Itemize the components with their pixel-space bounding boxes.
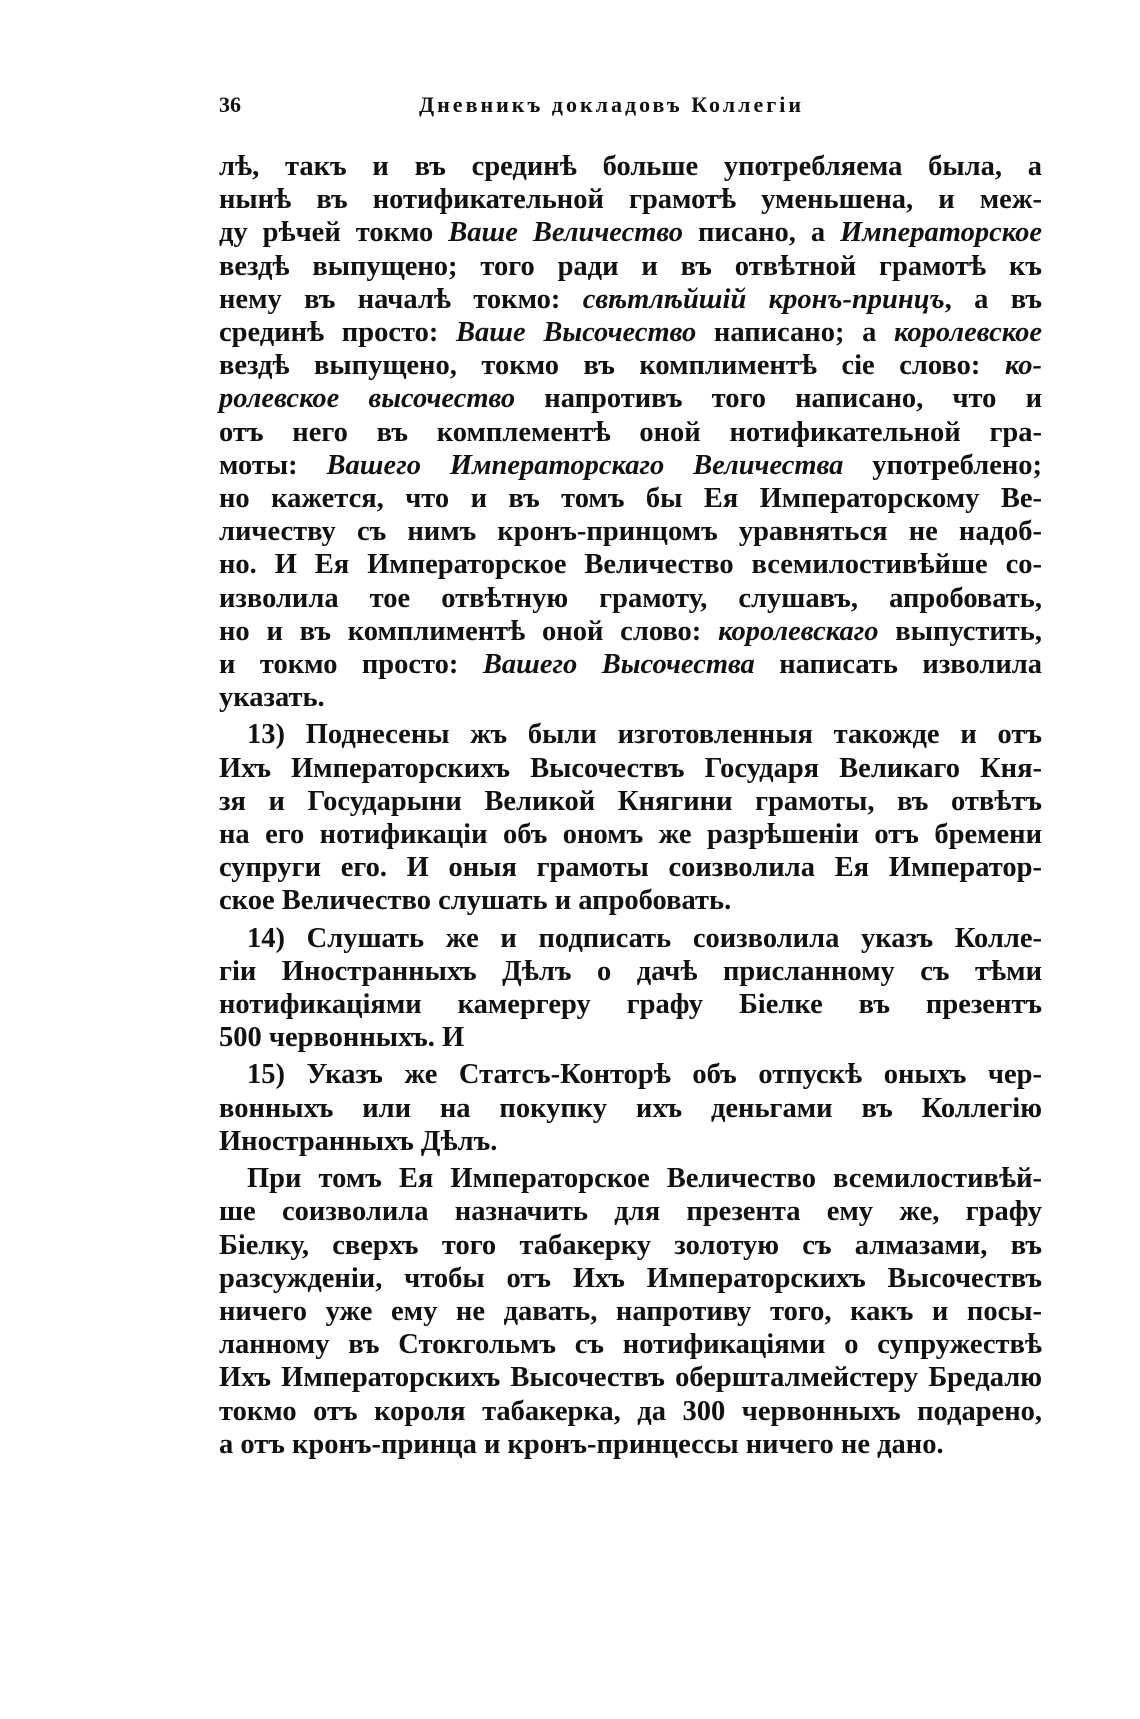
italic-segment: королевское xyxy=(894,317,1042,349)
text-line xyxy=(219,648,1042,681)
text-segment: но. И Ея Императорское Величество всемилостивѣйше со- xyxy=(219,549,1042,581)
text-segment: 14) Слушать же и подписать соизволила указъ Колле- xyxy=(247,922,1042,954)
italic-segment: Вашего Высочества xyxy=(482,649,755,681)
text-segment: ланному въ Стокгольмъ съ нотификаціями о супружествѣ xyxy=(219,1329,1042,1361)
text-segment: вездѣ выпущено; того ради и въ отвѣтной грамотѣ къ xyxy=(219,250,1042,282)
text-line xyxy=(219,216,1042,249)
text-line xyxy=(219,718,1042,751)
text-segment: отъ него въ комплементѣ оной нотификательной гра- xyxy=(219,416,1042,448)
text-segment: , а въ xyxy=(944,283,1042,315)
body-text xyxy=(219,150,1042,1461)
text-line xyxy=(219,150,1042,183)
text-segment: написано; а xyxy=(696,317,895,349)
text-line xyxy=(219,1395,1042,1428)
text-line xyxy=(219,482,1042,515)
text-segment: ничего уже ему не давать, напротиву того, какъ и посы- xyxy=(219,1295,1042,1327)
text-line xyxy=(219,416,1042,449)
text-line xyxy=(219,851,1042,884)
text-segment: разсужденіи, чтобы отъ Ихъ Императорскихъ Высочествъ xyxy=(219,1262,1042,1294)
text-segment: 13) Поднесены жъ были изготовленныя такожде и отъ xyxy=(247,719,1042,751)
text-segment: 500 червонныхъ. И xyxy=(219,1022,465,1054)
text-segment: Ихъ Императорскихъ Высочествъ Государя Великаго Кня- xyxy=(219,752,1042,784)
text-segment: моты: xyxy=(219,449,327,481)
text-line xyxy=(219,615,1042,648)
text-line xyxy=(219,283,1042,316)
text-line xyxy=(219,183,1042,216)
text-segment: лѣ, такъ и въ срединѣ больше употребляема была, а xyxy=(219,151,1042,182)
text-segment: указать. xyxy=(219,682,325,714)
text-segment: 15) Указъ же Статсъ-Конторѣ объ отпускѣ оныхъ чер- xyxy=(247,1059,1042,1091)
text-line xyxy=(219,1058,1042,1091)
text-line xyxy=(219,1092,1042,1125)
text-segment: но кажется, что и въ томъ бы Ея Императорскому Ве- xyxy=(219,483,1042,515)
text-segment: употреблено; xyxy=(843,449,1043,481)
text-segment: Біелку, сверхъ того табакерку золотую съ алмазами, въ xyxy=(219,1229,1042,1261)
text-line xyxy=(219,1229,1042,1262)
text-segment: токмо отъ короля табакерка, да 300 червонныхъ подарено, xyxy=(219,1395,1042,1427)
text-segment: нотификаціями камергеру графу Біелке въ презентъ xyxy=(219,989,1042,1021)
text-line xyxy=(219,250,1042,283)
text-line xyxy=(219,382,1042,415)
text-line xyxy=(219,785,1042,818)
text-segment: но и въ комплиментѣ оной слово: xyxy=(219,615,719,647)
text-line xyxy=(219,1295,1042,1328)
text-segment: ше соизволила назначить для презента ему же, графу xyxy=(219,1196,1042,1228)
italic-segment: Императорское xyxy=(840,217,1042,249)
text-segment: вонныхъ или на покупку ихъ деньгами въ Коллегію xyxy=(219,1092,1042,1124)
text-line xyxy=(219,582,1042,615)
italic-segment: ролевское высочество xyxy=(219,383,516,415)
text-segment: личеству съ нимъ кронъ-принцомъ уравняться не надоб- xyxy=(219,516,1042,548)
text-line xyxy=(219,988,1042,1021)
text-line xyxy=(219,1162,1042,1195)
text-segment: Ихъ Императорскихъ Высочествъ обершталмейстеру Бредалю xyxy=(219,1362,1042,1394)
italic-segment: Вашего Императорскаго Величества xyxy=(326,449,844,481)
italic-segment: Ваше Высочество xyxy=(456,317,697,349)
italic-segment: свѣтлѣйшій кронъ-принцъ xyxy=(582,283,945,315)
text-line xyxy=(219,681,1042,714)
text-line xyxy=(219,1328,1042,1361)
text-segment: и токмо просто: xyxy=(219,649,483,681)
text-line xyxy=(219,316,1042,349)
text-segment: изволила тое отвѣтную грамоту, слушавъ, апробовать, xyxy=(219,582,1042,614)
text-line xyxy=(219,515,1042,548)
text-line xyxy=(219,1262,1042,1295)
text-segment: вездѣ выпущено, токмо въ комплиментѣ сіе слово: xyxy=(219,350,1005,382)
text-segment: напротивъ того написано, что и xyxy=(515,383,1043,415)
text-line xyxy=(219,955,1042,988)
text-line xyxy=(219,922,1042,955)
text-segment: Иностранныхъ Дѣлъ. xyxy=(219,1125,498,1157)
italic-segment: ко- xyxy=(1004,350,1042,382)
text-line xyxy=(219,548,1042,581)
text-line xyxy=(219,1428,1042,1461)
text-line xyxy=(219,884,1042,917)
text-line xyxy=(219,1021,1042,1054)
text-segment: гіи Иностранныхъ Дѣлъ о дачѣ присланному съ тѣми xyxy=(219,955,1042,987)
text-segment: срединѣ просто: xyxy=(219,317,457,349)
text-segment: выпустить, xyxy=(878,615,1043,647)
text-line xyxy=(219,449,1042,482)
text-segment: ду рѣчей токмо xyxy=(219,217,449,249)
text-line xyxy=(219,349,1042,382)
text-segment: написать изволила xyxy=(754,649,1042,681)
italic-segment: Ваше Величество xyxy=(448,217,684,249)
text-line xyxy=(219,1361,1042,1394)
text-segment: супруги его. И оныя грамоты соизволила Ея Император- xyxy=(219,852,1042,884)
text-line xyxy=(219,1125,1042,1158)
text-segment: нынѣ въ нотификательной грамотѣ уменьшена, и меж- xyxy=(219,184,1042,216)
running-header xyxy=(219,92,1042,122)
text-line xyxy=(219,1195,1042,1228)
italic-segment: королевскаго xyxy=(718,615,879,647)
text-segment: писано, а xyxy=(683,217,841,249)
text-segment: а отъ кронъ-принца и кронъ-принцессы ничего не дано. xyxy=(219,1428,944,1460)
text-line xyxy=(219,818,1042,851)
running-title: Дневникъ докладовъ Коллегіи xyxy=(419,92,804,117)
text-segment: ское Величество слушать и апробовать. xyxy=(219,885,732,917)
text-line xyxy=(219,752,1042,785)
text-segment: зя и Государыни Великой Княгини грамоты, въ отвѣтъ xyxy=(219,785,1042,817)
page-number: 36 xyxy=(219,92,241,117)
text-segment: При томъ Ея Императорское Величество всемилостивѣй- xyxy=(247,1163,1042,1195)
text-segment: нему въ началѣ токмо: xyxy=(219,283,583,315)
text-segment: на его нотификаціи объ ономъ же разрѣшеніи отъ бремени xyxy=(219,819,1042,851)
